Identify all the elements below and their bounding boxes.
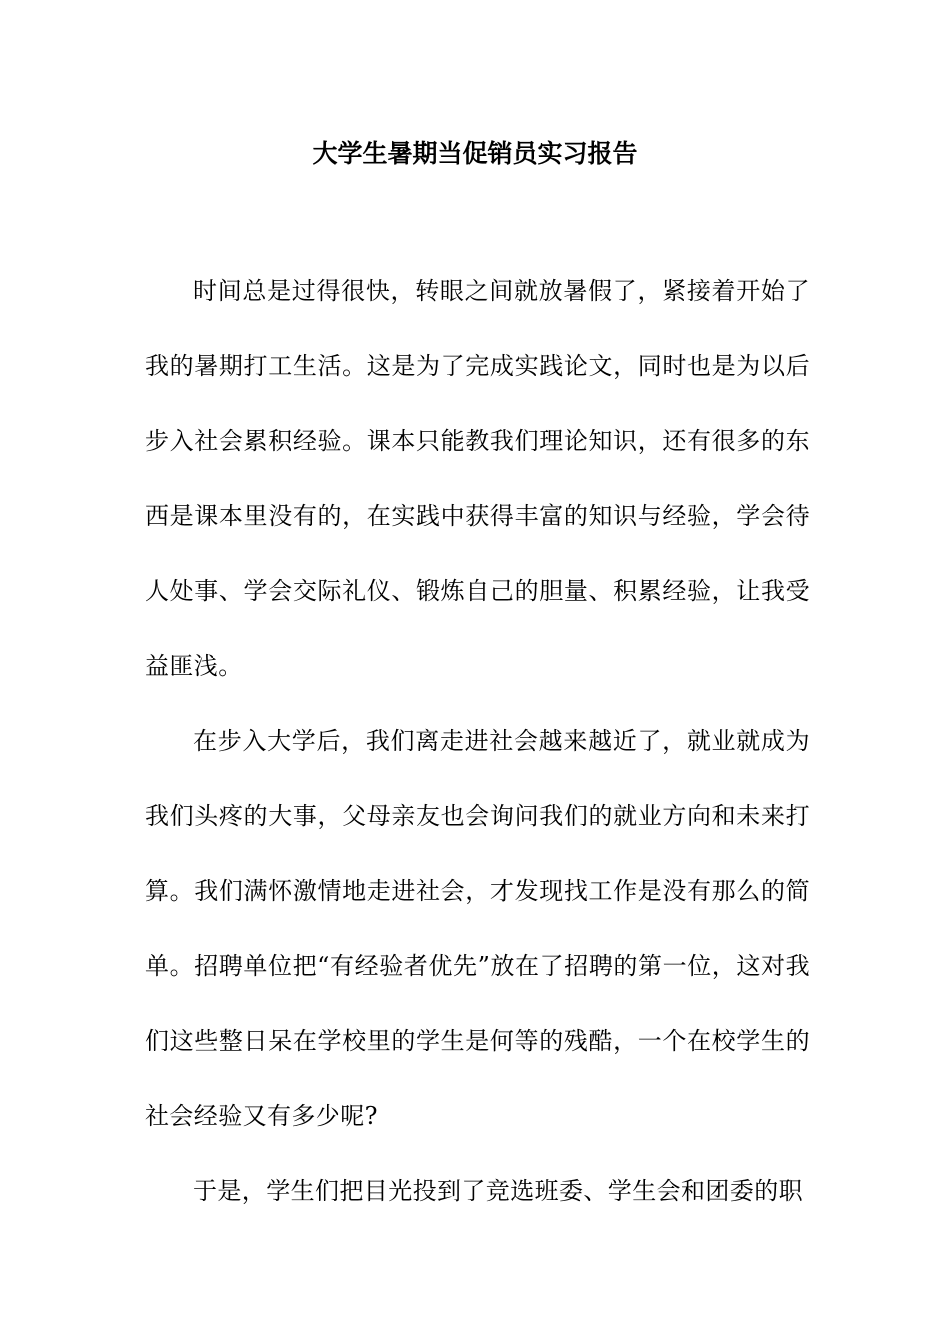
document-title: 大学生暑期当促销员实习报告 [312,139,638,168]
document-body [145,254,810,1229]
paragraph-3: 于是，学生们把目光投到了竞选班委、学生会和团委的职 [193,1177,803,1205]
paragraph-1: 时间总是过得很快，转眼之间就放暑假了，紧接着开始了我的暑期打工生活。这是为了完成实践论文，同时也是为以后步入社会累积经验。课本只能教我们理论知识，还有很多的东西是课本里没有的，在实践中获得丰富的知识与经验，学会待人处事、学会交际礼仪、锻炼自己的胆量、积累经验，让我受益匪浅。 [145,277,810,680]
paragraph-2: 在步入大学后，我们离走进社会越来越近了，就业就成为我们头疼的大事，父母亲友也会询问我们的就业方向和未来打算。我们满怀激情地走进社会，才发现找工作是没有那么的简单。招聘单位把“有经验者优先”放在了招聘的第一位，这对我们这些整日呆在学校里的学生是何等的残酷，一个在校学生的社会经验又有多少呢? [145,727,810,1130]
